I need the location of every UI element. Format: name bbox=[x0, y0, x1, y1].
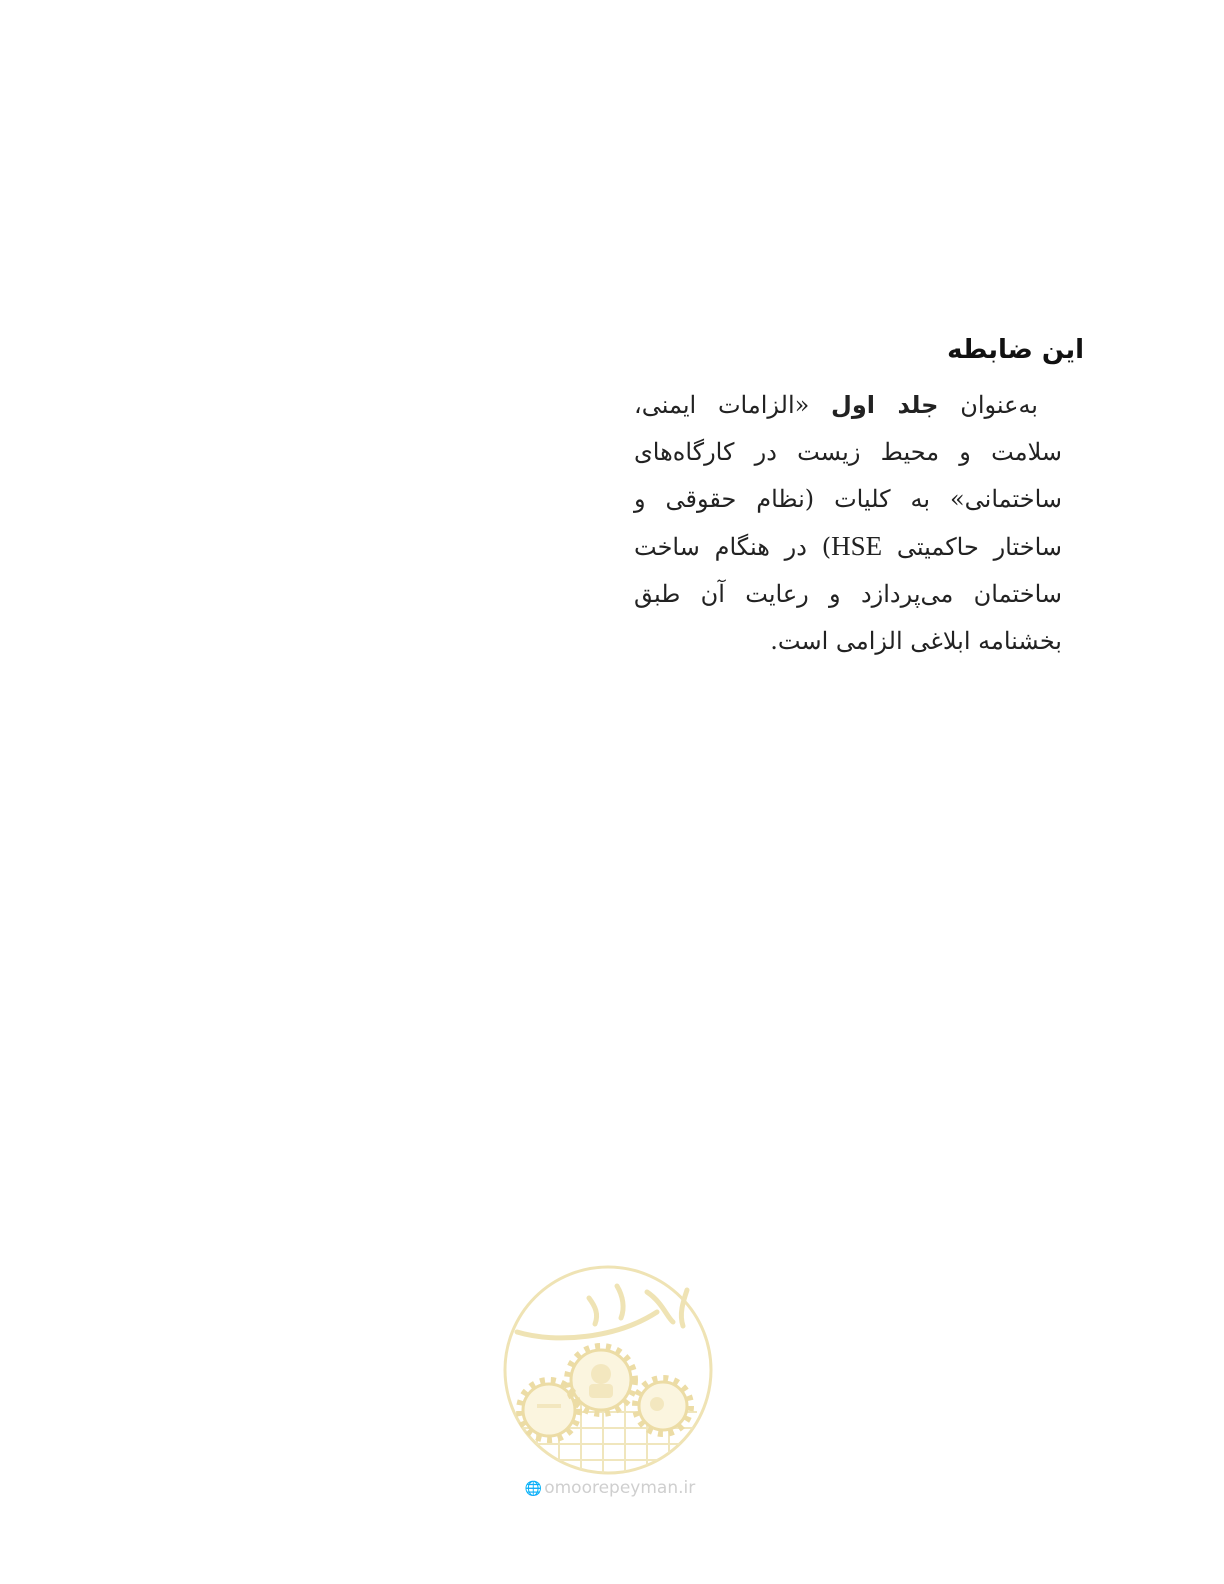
globe-icon: 🌐 bbox=[524, 1481, 543, 1497]
body-intro: به‌عنوان bbox=[960, 391, 1038, 419]
section-heading: این ضابطه bbox=[947, 335, 1084, 365]
bold-term: جلد اول bbox=[831, 391, 939, 419]
body-text-part-1: «الزامات ایمنی، سلامت و محیط زیست در کارگاه‌های ساختمانی» به کلیات (نظام حقوقی و ساختار حاکمیتی bbox=[634, 391, 1062, 561]
hse-acronym: HSE bbox=[831, 531, 883, 561]
body-text-part-2: ) در هنگام ساخت ساختمان می‌پردازد و رعایت آن طبق بخشنامه ابلاغی الزامی است. bbox=[634, 533, 1062, 655]
watermark-url: 🌐 omoorepeyman.ir bbox=[524, 1478, 696, 1498]
body-paragraph bbox=[634, 382, 1062, 665]
watermark-logo bbox=[497, 1262, 719, 1502]
